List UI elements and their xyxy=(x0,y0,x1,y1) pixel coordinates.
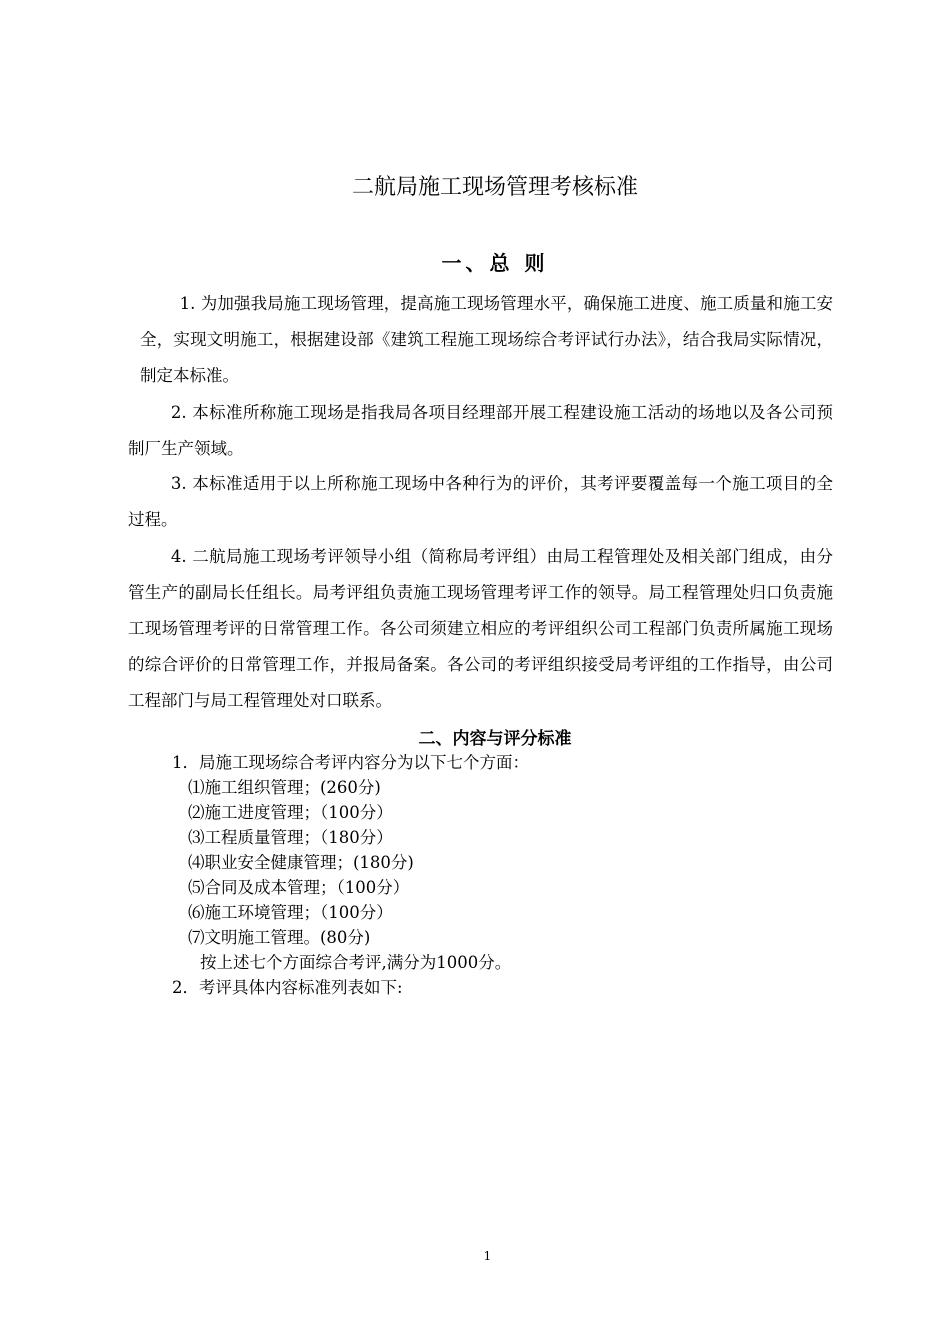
scoring-list xyxy=(0,750,950,1000)
document-title: 二航局施工现场管理考核标准 xyxy=(351,175,638,200)
list-item: ⑴施工组织管理；(260分) xyxy=(188,778,381,797)
list-item: ⑺文明施工管理。(80分) xyxy=(188,928,371,947)
list-item: ⑹施工环境管理；（100分） xyxy=(188,903,393,922)
list-intro: 1．局施工现场综合考评内容分为以下七个方面： xyxy=(172,753,529,772)
section-heading-general: 一、总 则 xyxy=(441,251,549,275)
paragraph-1: 1. 为加强我局施工现场管理，提高施工现场管理水平，确保施工进度、施工质量和施工安全，实现文明施工，根据建设部《建筑工程施工现场综合考评试行办法》，结合我局实际情况，制定本标准。 xyxy=(140,294,833,385)
list-item: ⑸合同及成本管理；（100分） xyxy=(188,878,410,897)
list-item-2: 2．考评具体内容标准列表如下: xyxy=(172,978,403,997)
page-number: 1 xyxy=(483,1249,492,1263)
paragraph-4: 4. 二航局施工现场考评领导小组（简称局考评组）由局工程管理处及相关部门组成，由分管生产的副局长任组长。局考评组负责施工现场管理考评工作的领导。局工程管理处归口负责施工现场管理考评的日常管理工作。各公司须建立相应的考评组织公司工程部门负责所属施工现场的综合评价的日常管理工作，并报局备案。各公司的考评组织接受局考评组的工作指导，由公司工程部门与局工程管理处对口联系。 xyxy=(128,547,833,710)
paragraph-2: 2. 本标准所称施工现场是指我局各项目经理部开展工程建设施工活动的场地以及各公司预制厂生产领域。 xyxy=(128,403,833,458)
list-item: ⑷职业安全健康管理；(180分) xyxy=(188,853,414,872)
list-item: ⑵施工进度管理；（100分） xyxy=(188,803,393,822)
paragraph-3: 3. 本标准适用于以上所称施工现场中各种行为的评价，其考评要覆盖每一个施工项目的全过程。 xyxy=(128,474,833,529)
list-item: ⑶工程质量管理；（180分） xyxy=(188,828,393,847)
section-heading-content-scoring: 二、内容与评分标准 xyxy=(418,729,572,749)
list-summary: 按上述七个方面综合考评,满分为1000分。 xyxy=(200,953,512,972)
